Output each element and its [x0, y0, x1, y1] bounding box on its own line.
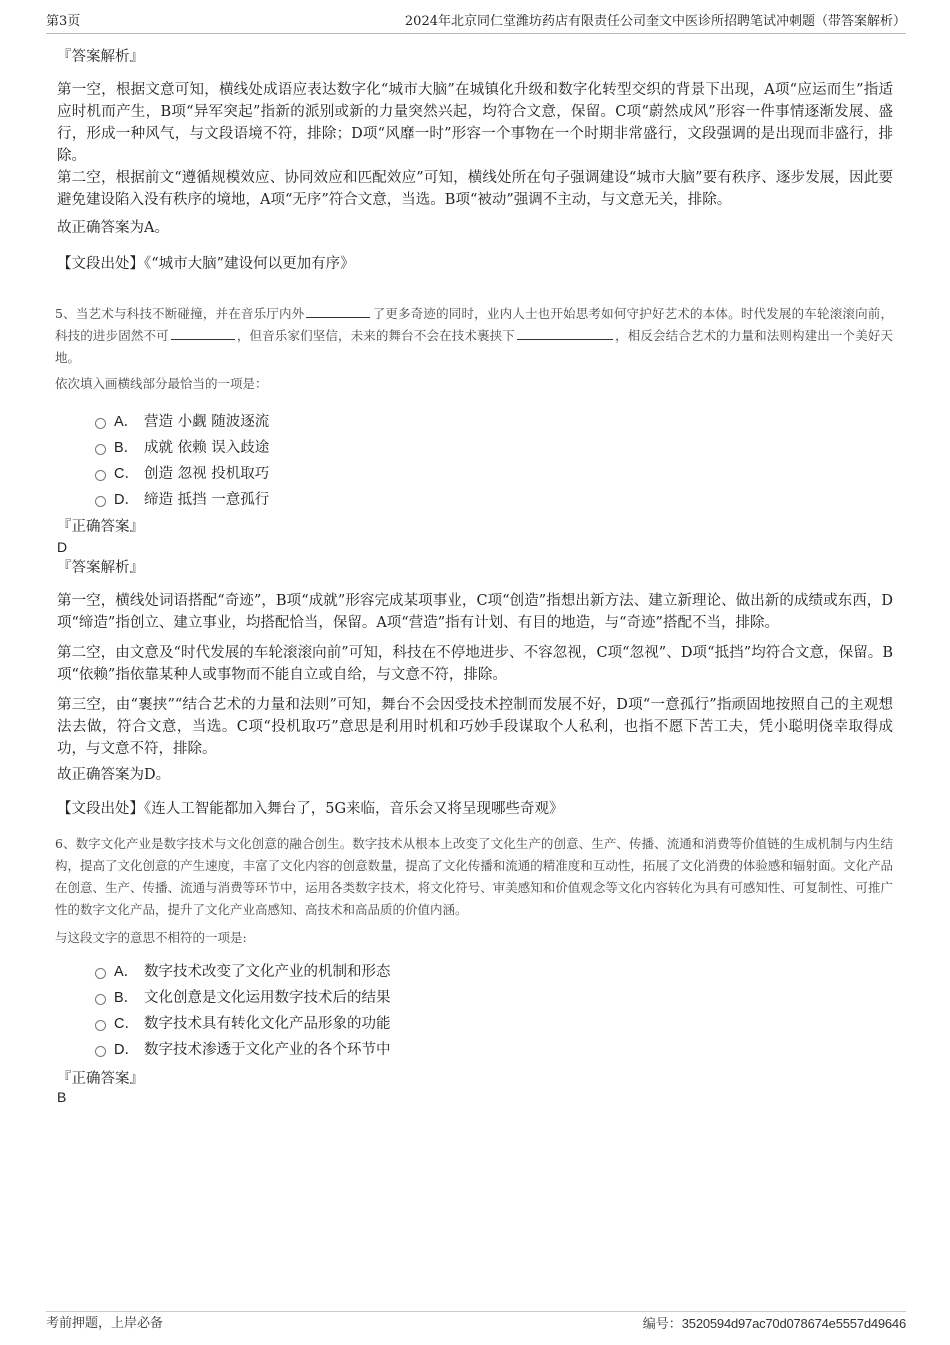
page-number: 第3页 [46, 14, 81, 29]
analysis-paragraph: 第二空，根据前文“遵循规模效应、协同效应和匹配效应”可知，横线处所在句子强调建设“城市大脑”要有秩序、逐步发展，因此要避免建设陷入没有秩序的境地，A项“无序”符合文意，当选。B项“被动”强调不主动，与文意无关，排除。 [57, 170, 893, 208]
analysis-paragraph: 第三空，由“裹挟”“结合艺术的力量和法则”可知，舞台不会因受技术控制而发展不好，D项“一意孤行”指顽固地按照自己的主观想法去做，符合文意，当选。C项“投机取巧”意思是利用时机和巧妙手段谋取个人私利，也指不愿下苦工夫，凭小聪明侥幸取得成功，与文意不符，排除。 [57, 697, 893, 757]
correct-answer: B [57, 1089, 67, 1105]
document-id: 编号：3520594d97ac70d078674e5557d49646 [642, 1316, 906, 1332]
option-b[interactable]: B． 成就 依赖 误入歧途 [95, 437, 269, 459]
radio-icon[interactable] [95, 444, 106, 455]
analysis-paragraph: 第一空，横线处词语搭配“奇迹”，B项“成就”形容完成某项事业，C项“创造”指想出新方法、建立新理论、做出新的成绩或东西，D项“缔造”指创立、建立事业，均搭配恰当，保留。A项“营造”指有计划、有目的地造，与“奇迹”搭配不当，排除。 [57, 593, 893, 631]
radio-icon[interactable] [95, 496, 106, 507]
correct-answer-label: 『正确答案』 [57, 519, 144, 535]
radio-icon[interactable] [95, 470, 106, 481]
correct-answer-label: 『正确答案』 [57, 1071, 144, 1087]
option-b[interactable]: B． 文化创意是文化运用数字技术后的结果 [95, 987, 391, 1009]
blank-2 [171, 327, 235, 340]
blank-1 [306, 305, 370, 318]
analysis-label: 『答案解析』 [57, 560, 144, 576]
question-5-prompt: 依次填入画横线部分最恰当的一项是： [55, 376, 268, 391]
question-6-prompt: 与这段文字的意思不相符的一项是: [55, 930, 247, 945]
option-a[interactable]: A． 数字技术改变了文化产业的机制和形态 [95, 961, 391, 983]
analysis-paragraph: 第二空，由文意及“时代发展的车轮滚滚向前”可知，科技在不停地进步、不容忽视，C项“忽视”、D项“抵挡”均符合文意，保留。B项“依赖”指依靠某种人或事物而不能自立或自给，与文意不符，排除。 [57, 645, 893, 683]
footer-slogan: 考前押题，上岸必备 [46, 1316, 164, 1331]
radio-icon[interactable] [95, 968, 106, 979]
option-c[interactable]: C． 创造 忽视 投机取巧 [95, 463, 269, 485]
source-citation: 【文段出处】《连人工智能都加入舞台了，5G来临，音乐会又将呈现哪些奇观》 [57, 801, 564, 817]
analysis-paragraph: 第一空，根据文意可知，横线处成语应表达数字化“城市大脑”在城镇化升级和数字化转型交织的背景下出现，A项“应运而生”指适应时机而产生，B项“异军突起”指新的派别或新的力量突然兴起，均符合文意，保留。C项“蔚然成风”形容一件事情逐渐发展、盛行，形成一种风气，与文段语境不符，排除；D项“风靡一时”形容一个事物在一个时期非常盛行，文段强调的是出现而非盛行，排除。 [57, 82, 893, 164]
analysis-conclusion: 故正确答案为D。 [57, 767, 171, 783]
page-header [46, 13, 906, 34]
analysis-label: 『答案解析』 [57, 49, 144, 65]
document-title: 2024年北京同仁堂潍坊药店有限责任公司奎文中医诊所招聘笔试冲刺题（带答案解析） [404, 14, 906, 29]
correct-answer: D [57, 539, 68, 555]
question-6-stem: 6、数字文化产业是数字技术与文化创意的融合创生。数字技术从根本上改变了文化生产的创意、生产、传播、流通和消费等价值链的生成机制与内生结构，提高了文化创意的产生速度，丰富了文化内容的创意数量，提高了文化传播和流通的精准度和互动性，拓展了文化消费的体验感和辐射面。文化产品在创意、生产、传播、流通与消费等环节中，运用各类数字技术，将文化符号、审美感知和价值观念等文化内容转化为具有可感知性、可复制性、可推广性的数字文化产品，提升了文化产业高感知、高技术和高品质的价值内涵。 [55, 836, 893, 917]
question-5-stem: 5、当艺术与科技不断碰撞，并在音乐厅内外 了更多奇迹的同时，业内人士也开始思考如何守护好艺术的本体。时代发展的车轮滚滚向前，科技的进步固然不可 ，但音乐家们坚信，未来的舞台不会在技术裹挟下 ，相反会结合艺术的力量和法则构建出一个美好天地。 [55, 306, 893, 365]
radio-icon[interactable] [95, 418, 106, 429]
radio-icon[interactable] [95, 1046, 106, 1057]
analysis-conclusion: 故正确答案为A。 [57, 220, 169, 236]
radio-icon[interactable] [95, 994, 106, 1005]
option-a[interactable]: A． 营造 小觑 随波逐流 [95, 411, 269, 433]
source-citation: 【文段出处】《“城市大脑”建设何以更加有序》 [57, 256, 355, 272]
radio-icon[interactable] [95, 1020, 106, 1031]
option-c[interactable]: C． 数字技术具有转化文化产品形象的功能 [95, 1013, 391, 1035]
option-d[interactable]: D． 缔造 抵挡 一意孤行 [95, 489, 269, 511]
option-d[interactable]: D． 数字技术渗透于文化产业的各个环节中 [95, 1039, 391, 1061]
page-footer [46, 1311, 906, 1334]
blank-3 [517, 327, 613, 340]
